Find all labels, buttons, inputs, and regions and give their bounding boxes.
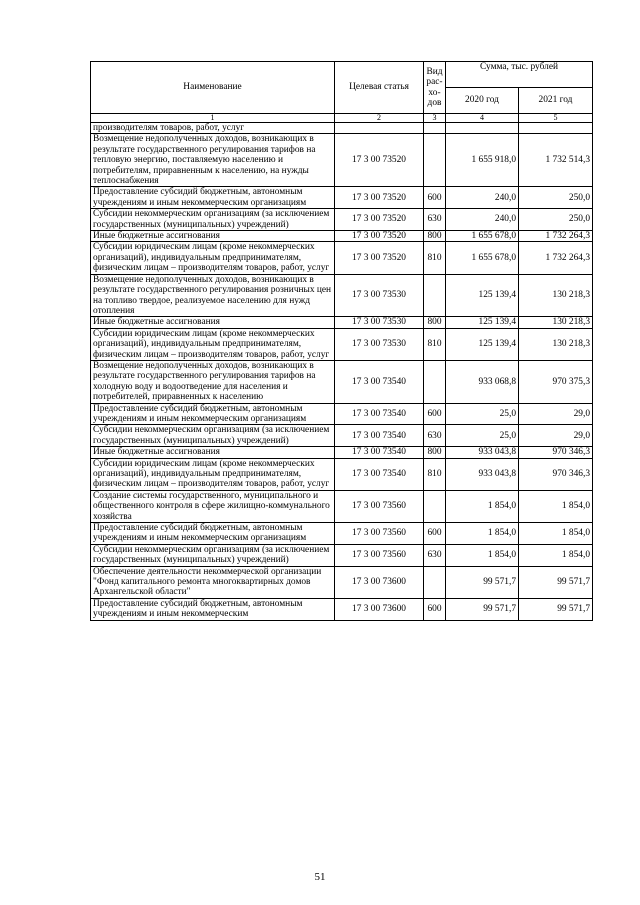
row-expense-type [424,360,446,403]
column-number: 5 [519,114,593,123]
row-name: Предоставление субсидий бюджетным, автономным учреждениям и иным некоммерческим организациям [91,523,335,545]
row-amount-2021: 1 854,0 [519,523,593,545]
page-number: 51 [314,871,326,883]
row-target-article: 17 3 00 73560 [335,490,424,522]
row-name: Возмещение недополученных доходов, возникающих в результате государственного регулирования тарифов на тепловую энергию, поставляемую населению и потребителям, приравненным к населению, на нужды теплоснабжения [91,134,335,187]
row-amount-2021: 1 854,0 [519,544,593,566]
table-row [91,328,593,360]
row-name: Возмещение недополученных доходов, возникающих в результате государственного регулирования тарифов на холодную воду и водоотведение для населения и потребителей, приравненных к населению [91,360,335,403]
row-target-article: 17 3 00 73540 [335,403,424,425]
row-target-article: 17 3 00 73530 [335,317,424,328]
row-expense-type: 810 [424,328,446,360]
row-amount-2020: 1 655 678,0 [446,231,519,242]
row-expense-type: 600 [424,403,446,425]
row-target-article: 17 3 00 73540 [335,425,424,447]
column-number: 4 [446,114,519,123]
budget-table [90,61,593,621]
row-amount-2020: 125 139,4 [446,274,519,317]
table-row [91,360,593,403]
row-name: Иные бюджетные ассигнования [91,447,335,458]
row-expense-type: 600 [424,523,446,545]
row-amount-2020: 99 571,7 [446,598,519,620]
row-expense-type: 810 [424,458,446,490]
row-expense-type [424,123,446,134]
row-expense-type: 800 [424,231,446,242]
row-target-article [335,123,424,134]
row-amount-2020: 240,0 [446,209,519,231]
row-amount-2021: 130 218,3 [519,328,593,360]
table-row [91,134,593,187]
row-amount-2020: 25,0 [446,403,519,425]
header-expense-type: Вид рас-хо-дов [424,62,446,114]
row-name: Субсидии некоммерческим организациям (за исключением государственных (муниципальных) учреждений) [91,544,335,566]
row-name: производителям товаров, работ, услуг [91,123,335,134]
row-amount-2020: 125 139,4 [446,328,519,360]
row-amount-2020: 99 571,7 [446,566,519,598]
row-target-article: 17 3 00 73520 [335,209,424,231]
row-expense-type [424,490,446,522]
row-amount-2021 [519,123,593,134]
row-amount-2021: 29,0 [519,425,593,447]
table-row [91,209,593,231]
row-amount-2020: 1 854,0 [446,544,519,566]
row-amount-2020: 1 854,0 [446,523,519,545]
row-name: Создание системы государственного, муниципального и общественного контроля в сфере жилищно-коммунального хозяйства [91,490,335,522]
table-row [91,123,593,134]
row-name: Иные бюджетные ассигнования [91,231,335,242]
row-name: Возмещение недополученных доходов, возникающих в результате государственного регулирования розничных цен на топливо твердое, реализуемое населению для нужд отопления [91,274,335,317]
row-name: Предоставление субсидий бюджетным, автономным учреждениям и иным некоммерческим организациям [91,403,335,425]
row-expense-type: 630 [424,209,446,231]
row-name: Субсидии юридическим лицам (кроме некоммерческих организаций), индивидуальным предпринимателям, физическим лицам – производителям товаров, работ, услуг [91,242,335,274]
row-amount-2021: 970 346,3 [519,458,593,490]
table-body [91,123,593,621]
table-row [91,231,593,242]
row-amount-2020: 933 043,8 [446,447,519,458]
row-amount-2021: 970 346,3 [519,447,593,458]
row-expense-type: 630 [424,425,446,447]
row-amount-2020: 1 655 918,0 [446,134,519,187]
header-target-article: Целевая статья [335,62,424,114]
row-target-article: 17 3 00 73540 [335,360,424,403]
table-row [91,425,593,447]
row-amount-2021: 29,0 [519,403,593,425]
row-amount-2020: 25,0 [446,425,519,447]
row-target-article: 17 3 00 73560 [335,544,424,566]
table-row [91,403,593,425]
row-target-article: 17 3 00 73520 [335,242,424,274]
header-name: Наименование [91,62,335,114]
table-row [91,566,593,598]
row-amount-2021: 1 732 264,3 [519,231,593,242]
row-target-article: 17 3 00 73530 [335,274,424,317]
row-expense-type: 600 [424,187,446,209]
row-amount-2021: 970 375,3 [519,360,593,403]
row-target-article: 17 3 00 73600 [335,566,424,598]
row-amount-2020: 1 655 678,0 [446,242,519,274]
table-row [91,544,593,566]
table-row [91,317,593,328]
row-target-article: 17 3 00 73530 [335,328,424,360]
row-name: Обеспечение деятельности некоммерческой организации "Фонд капитального ремонта многоквартирных домов Архангельской области" [91,566,335,598]
table-row [91,458,593,490]
row-target-article: 17 3 00 73540 [335,447,424,458]
row-expense-type [424,274,446,317]
row-amount-2020 [446,123,519,134]
row-target-article: 17 3 00 73560 [335,523,424,545]
column-number-row [91,114,593,123]
header-year-2021: 2021 год [519,88,593,114]
row-target-article: 17 3 00 73540 [335,458,424,490]
row-target-article: 17 3 00 73520 [335,231,424,242]
row-amount-2020: 240,0 [446,187,519,209]
row-name: Предоставление субсидий бюджетным, автономным учреждениям и иным некоммерческим организациям [91,187,335,209]
row-amount-2021: 1 732 514,3 [519,134,593,187]
row-name: Субсидии некоммерческим организациям (за исключением государственных (муниципальных) учреждений) [91,425,335,447]
row-expense-type: 800 [424,317,446,328]
row-amount-2021: 250,0 [519,209,593,231]
row-amount-2020: 933 068,8 [446,360,519,403]
column-number: 2 [335,114,424,123]
row-expense-type [424,566,446,598]
row-amount-2021: 130 218,3 [519,274,593,317]
row-amount-2020: 933 043,8 [446,458,519,490]
row-name: Субсидии некоммерческим организациям (за исключением государственных (муниципальных) учреждений) [91,209,335,231]
table-row [91,242,593,274]
row-amount-2021: 250,0 [519,187,593,209]
row-amount-2021: 99 571,7 [519,598,593,620]
row-amount-2021: 1 854,0 [519,490,593,522]
row-amount-2020: 125 139,4 [446,317,519,328]
row-target-article: 17 3 00 73520 [335,187,424,209]
row-name: Предоставление субсидий бюджетным, автономным учреждениям и иным некоммерческим [91,598,335,620]
row-expense-type: 600 [424,598,446,620]
row-expense-type: 810 [424,242,446,274]
header-sum: Сумма, тыс. рублей [446,62,593,88]
table-row [91,598,593,620]
row-target-article: 17 3 00 73520 [335,134,424,187]
table-row [91,187,593,209]
row-expense-type: 630 [424,544,446,566]
table-row [91,523,593,545]
table-row [91,447,593,458]
row-expense-type: 800 [424,447,446,458]
column-number: 1 [91,114,335,123]
row-name: Субсидии юридическим лицам (кроме некоммерческих организаций), индивидуальным предпринимателям, физическим лицам – производителям товаров, работ, услуг [91,328,335,360]
column-number: 3 [424,114,446,123]
header-year-2020: 2020 год [446,88,519,114]
row-amount-2021: 99 571,7 [519,566,593,598]
row-name: Субсидии юридическим лицам (кроме некоммерческих организаций), индивидуальным предпринимателям, физическим лицам – производителям товаров, работ, услуг [91,458,335,490]
row-target-article: 17 3 00 73600 [335,598,424,620]
row-amount-2021: 130 218,3 [519,317,593,328]
row-expense-type [424,134,446,187]
row-amount-2020: 1 854,0 [446,490,519,522]
table-row [91,490,593,522]
table-row [91,274,593,317]
row-name: Иные бюджетные ассигнования [91,317,335,328]
row-amount-2021: 1 732 264,3 [519,242,593,274]
